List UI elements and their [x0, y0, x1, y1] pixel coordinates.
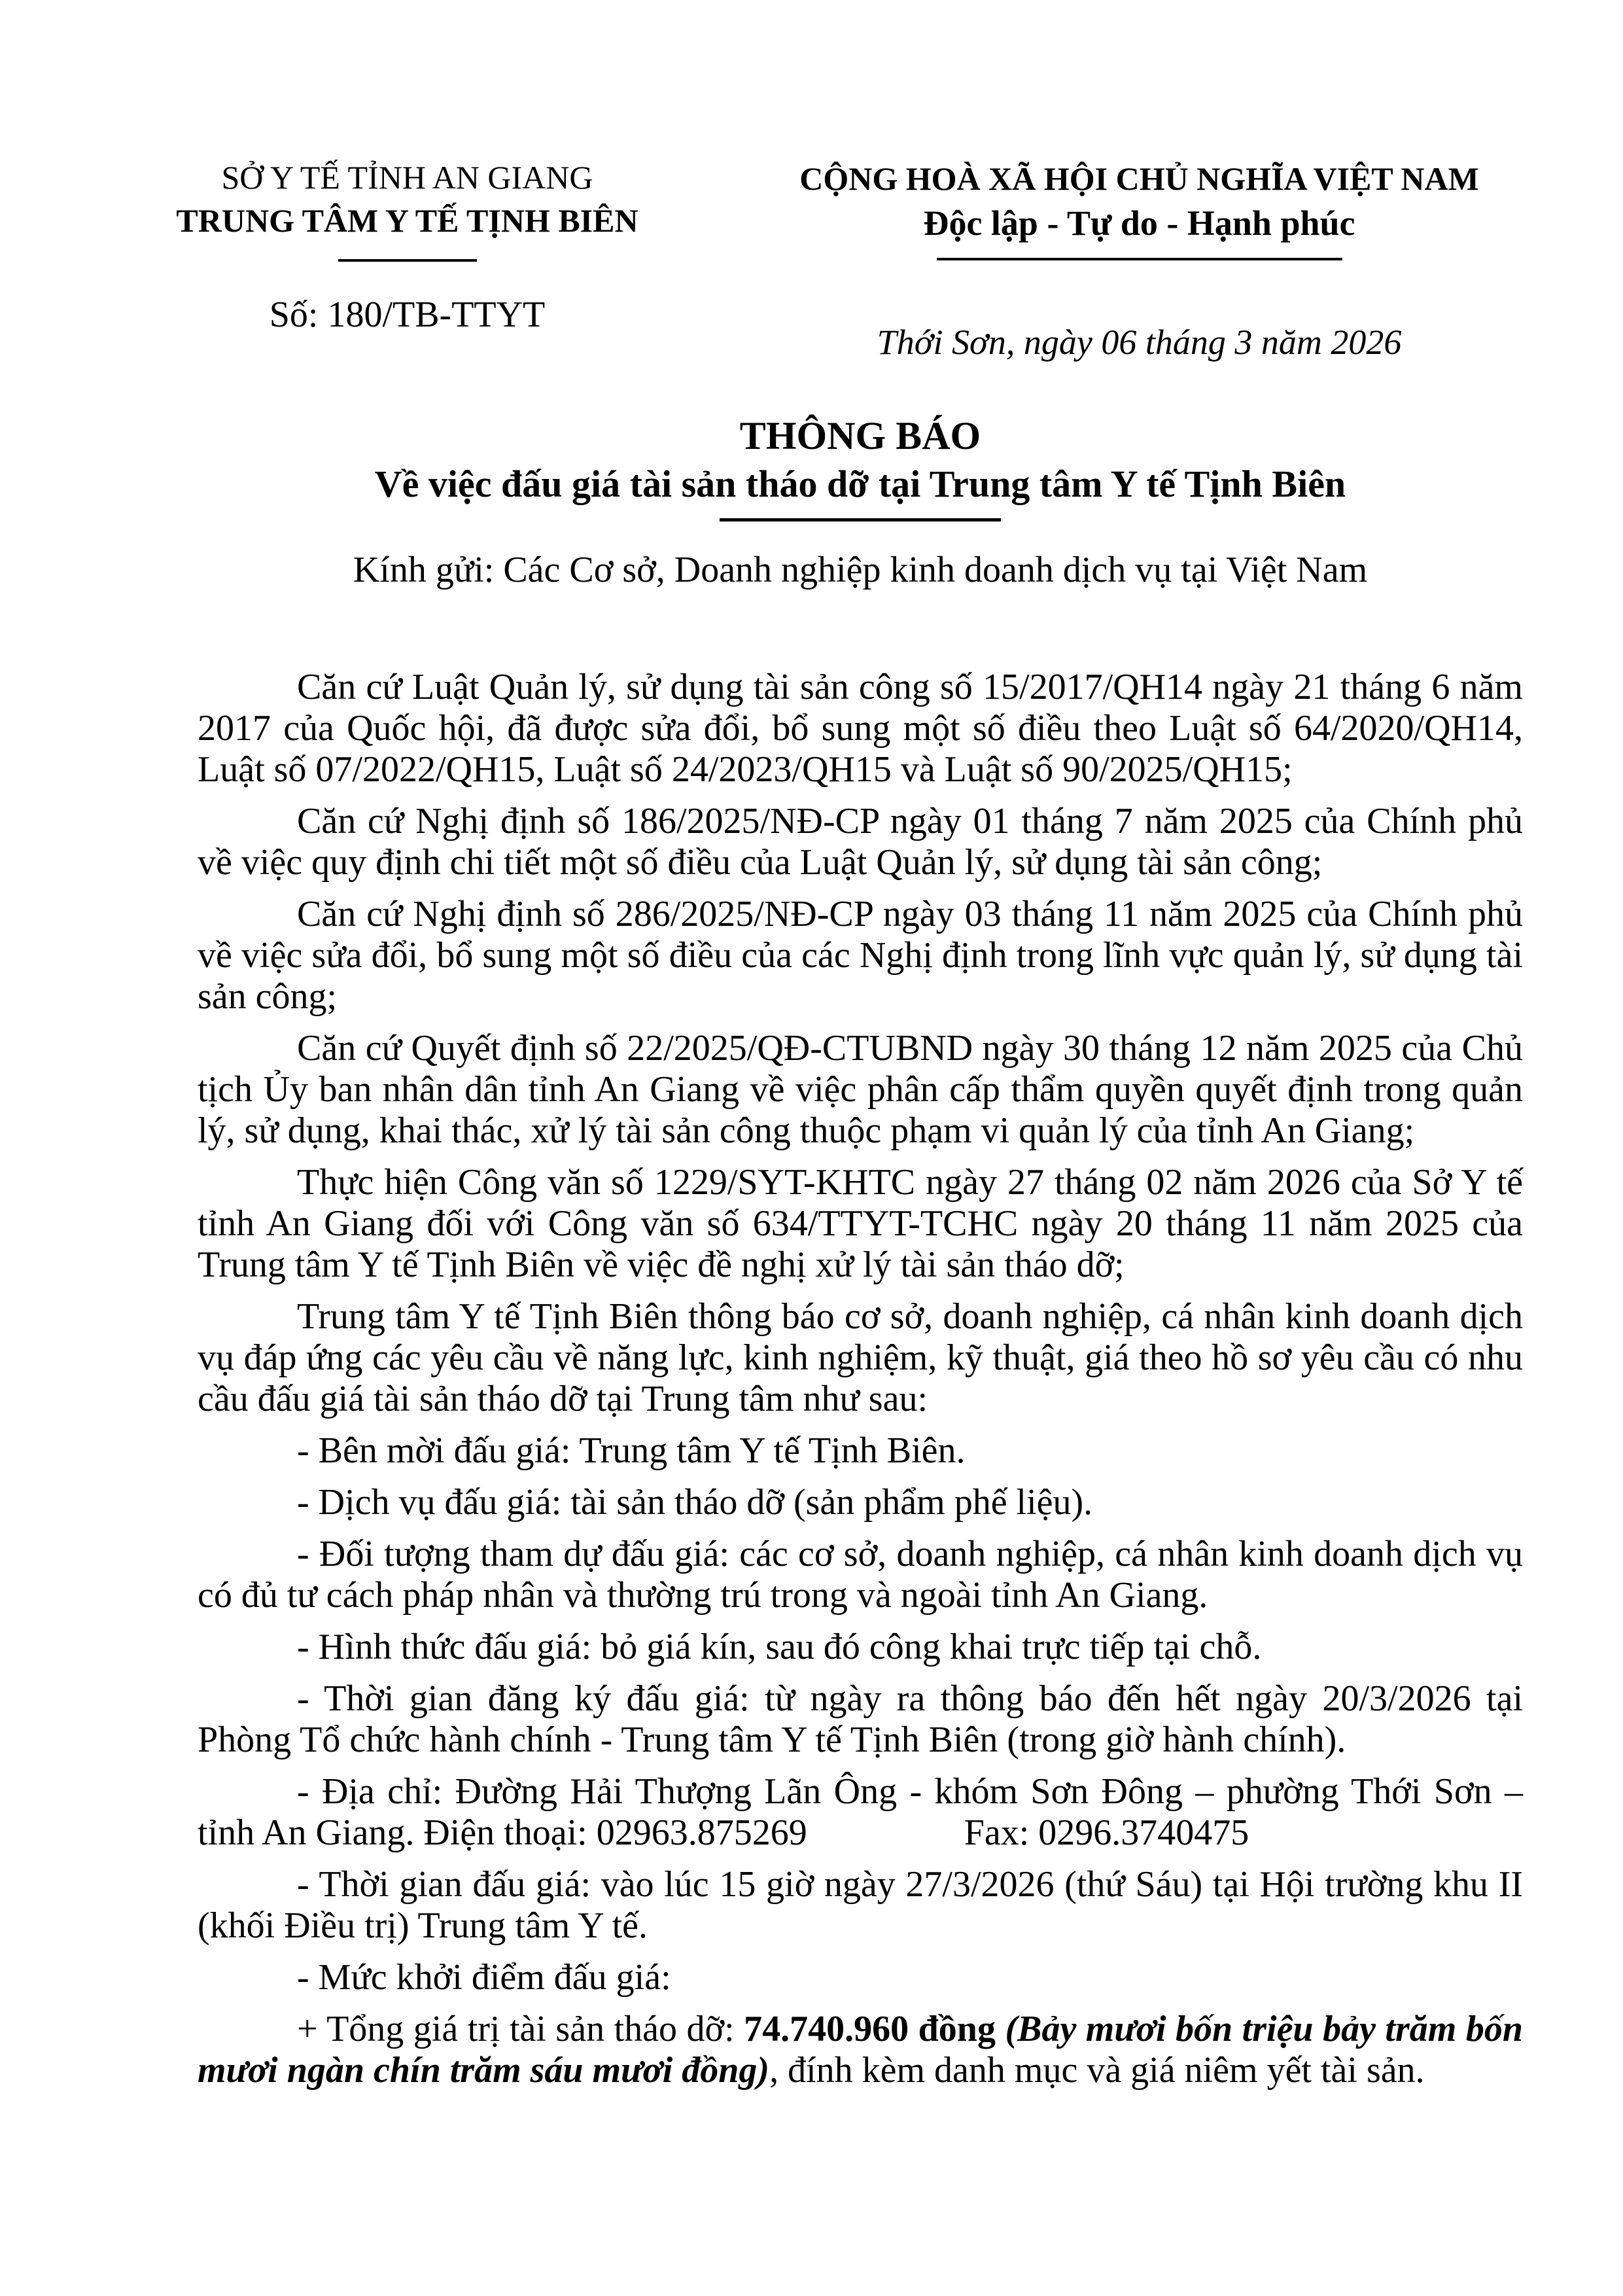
place-and-date: Thới Sơn, ngày 06 tháng 3 năm 2026: [877, 323, 1402, 362]
text-segment: - Dịch vụ đấu giá: tài sản tháo dỡ (sản phẩm phế liệu).: [297, 1482, 1093, 1523]
paragraph: [198, 667, 1523, 790]
text-segment: - Đối tượng tham dự đấu giá: các cơ sở, doanh nghiệp, cá nhân kinh doanh dịch vụ có đủ tư cách pháp nhân và thường trú trong và ngoài tỉnh An Giang.: [198, 1534, 1523, 1616]
paragraph: [198, 1482, 1523, 1523]
paragraph: [198, 1162, 1523, 1286]
document-content: [198, 412, 1523, 2091]
paragraph: [198, 894, 1523, 1017]
text-segment: - Thời gian đấu giá: vào lúc 15 giờ ngày 27/3/2026 (thứ Sáu) tại Hội trường khu II (khối Điều trị) Trung tâm Y tế.: [198, 1864, 1523, 1946]
paragraph: [198, 801, 1523, 883]
org-parent-name: SỞ Y TẾ TỈNH AN GIANG: [221, 159, 593, 196]
text-segment: Căn cứ Quyết định số 22/2025/QĐ-CTUBND ngày 30 tháng 12 năm 2025 của Chủ tịch Ủy ban nhân dân tỉnh An Giang về việc phân cấp thẩm quyền quyết định trong quản lý, sử dụng, khai thác, xử lý tài sản công thuộc phạm vi quản lý của tỉnh An Giang;: [198, 1028, 1523, 1151]
text-segment: - Địa chỉ: Đường Hải Thượng Lãn Ông - khóm Sơn Đông – phường Thới Sơn – tỉnh An Giang. Điện thoại: 02963.875269: [198, 1771, 1523, 1853]
document-header: [111, 156, 1523, 364]
text-segment: - Bên mời đấu giá: Trung tâm Y tế Tịnh Biên.: [297, 1430, 966, 1471]
national-title: CỘNG HOÀ XÃ HỘI CHỦ NGHĨA VIỆT NAM: [799, 160, 1479, 197]
paragraph: [198, 1534, 1523, 1616]
text-segment: - Mức khởi điểm đấu giá:: [297, 1957, 671, 1998]
paragraph: [198, 1864, 1523, 1947]
issuing-org-block: [111, 156, 703, 336]
paragraph: [198, 1296, 1523, 1420]
paragraph: [198, 2009, 1523, 2091]
text-segment: - Thời gian đăng ký đấu giá: từ ngày ra thông báo đến hết ngày 20/3/2026 tại Phòng Tổ chức hành chính - Trung tâm Y tế Tịnh Biên (trong giờ hành chính).: [198, 1678, 1523, 1760]
national-motto: Độc lập - Tự do - Hạnh phúc: [923, 203, 1355, 243]
text-segment: Fax: 0296.3740475: [964, 1812, 1249, 1853]
divider-line: [338, 259, 477, 262]
text-segment: , đính kèm danh mục và giá niêm yết tài sản.: [769, 2050, 1425, 2091]
paragraph: [198, 1678, 1523, 1761]
text-segment: Căn cứ Nghị định số 186/2025/NĐ-CP ngày 01 tháng 7 năm 2025 của Chính phủ về việc quy định chi tiết một số điều của Luật Quản lý, sử dụng tài sản công;: [198, 801, 1523, 883]
emphasis-text: 74.740.960 đồng: [744, 2009, 1005, 2049]
paragraph: [198, 1957, 1523, 1998]
paragraph: [198, 1430, 1523, 1472]
divider-line: [720, 518, 1001, 521]
paragraph: [198, 1627, 1523, 1668]
text-segment: - Hình thức đấu giá: bỏ giá kín, sau đó công khai trực tiếp tại chỗ.: [297, 1627, 1262, 1667]
national-header-block: [729, 156, 1549, 364]
body-paragraphs: [198, 667, 1523, 2091]
divider-line: [937, 258, 1342, 260]
text-segment: Trung tâm Y tế Tịnh Biên thông báo cơ sở, doanh nghiệp, cá nhân kinh doanh dịch vụ đáp ứng các yêu cầu về năng lực, kinh nghiệm, kỹ thuật, giá theo hồ sơ yêu cầu có nhu cầu đấu giá tài sản tháo dỡ tại Trung tâm như sau:: [198, 1296, 1523, 1419]
text-segment: Thực hiện Công văn số 1229/SYT-KHTC ngày 27 tháng 02 năm 2026 của Sở Y tế tỉnh An Giang đối với Công văn số 634/TTYT-TCHC ngày 20 tháng 11 năm 2025 của Trung tâm Y tế Tịnh Biên về việc đề nghị xử lý tài sản tháo dỡ;: [198, 1162, 1523, 1285]
paragraph: [198, 1771, 1523, 1854]
text-segment: Căn cứ Luật Quản lý, sử dụng tài sản công số 15/2017/QH14 ngày 21 tháng 6 năm 2017 của Quốc hội, đã được sửa đổi, bổ sung một số điều theo Luật số 64/2020/QH14, Luật số 07/2022/QH15, Luật số 24/2023/QH15 và Luật số 90/2025/QH15;: [198, 667, 1523, 790]
document-subject: Về việc đấu giá tài sản tháo dỡ tại Trung tâm Y tế Tịnh Biên: [374, 463, 1346, 505]
document-number: Số: 180/TB-TTYT: [269, 294, 546, 335]
org-name: TRUNG TÂM Y TẾ TỊNH BIÊN: [176, 202, 638, 239]
salutation-line: Kính gửi: Các Cơ sở, Doanh nghiệp kinh doanh dịch vụ tại Việt Nam: [353, 550, 1368, 590]
emphasis-text: (Bảy mươi bốn triệu bảy trăm bốn mươi ngàn chín trăm sáu mươi đồng): [198, 2009, 1523, 2091]
document-title: THÔNG BÁO: [739, 414, 981, 457]
text-segment: Căn cứ Nghị định số 286/2025/NĐ-CP ngày 03 tháng 11 năm 2025 của Chính phủ về việc sửa đổi, bổ sung một số điều của các Nghị định trong lĩnh vực quản lý, sử dụng tài sản công;: [198, 894, 1523, 1017]
text-segment: + Tổng giá trị tài sản tháo dỡ:: [297, 2009, 744, 2049]
paragraph: [198, 1028, 1523, 1152]
